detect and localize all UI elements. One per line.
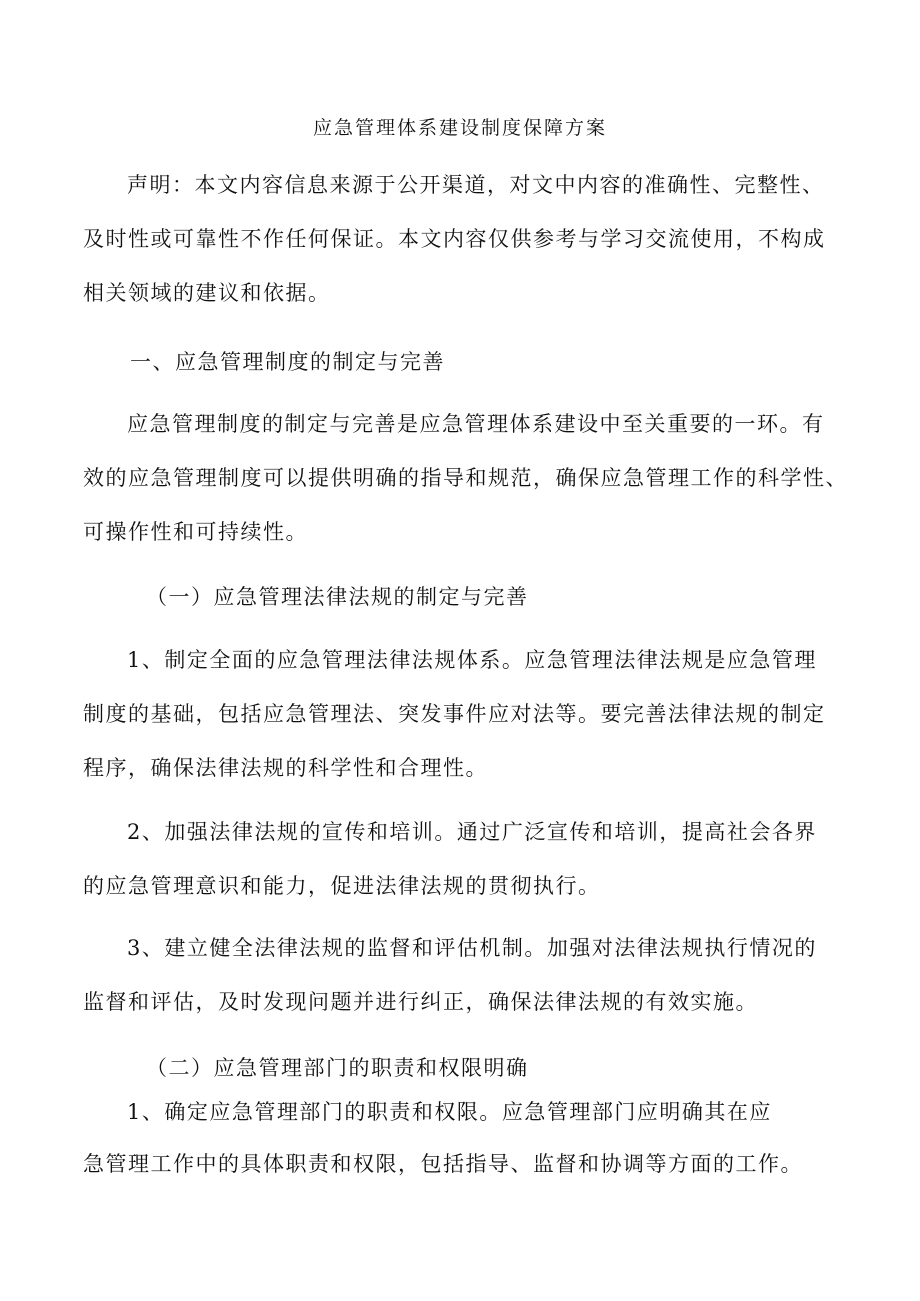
- sub1-item-2-line-1: 2、加强法律法规的宣传和培训。通过广泛宣传和培训，提高社会各界: [127, 820, 817, 844]
- section-1-intro-line-2: 效的应急管理制度可以提供明确的指导和规范，确保应急管理工作的科学性、: [83, 466, 848, 490]
- sub1-item-3-line-1: 3、建立健全法律法规的监督和评估机制。加强对法律法规执行情况的: [127, 936, 817, 960]
- section-1-heading: 一、应急管理制度的制定与完善: [130, 350, 445, 374]
- section-1-intro-line-3: 可操作性和可持续性。: [83, 520, 308, 544]
- sub2-item-1-line-1: 1、确定应急管理部门的职责和权限。应急管理部门应明确其在应: [127, 1100, 772, 1124]
- sub1-item-1-line-3: 程序，确保法律法规的科学性和合理性。: [83, 756, 488, 780]
- subsection-2-heading: （二）应急管理部门的职责和权限明确: [146, 1056, 529, 1080]
- sub1-item-1-line-2: 制度的基础，包括应急管理法、突发事件应对法等。要完善法律法规的制定: [83, 702, 826, 726]
- disclaimer-line-1: 声明：本文内容信息来源于公开渠道，对文中内容的准确性、完整性、: [127, 173, 825, 197]
- disclaimer-line-3: 相关领域的建议和依据。: [83, 281, 331, 305]
- section-1-intro-line-1: 应急管理制度的制定与完善是应急管理体系建设中至关重要的一环。有: [127, 412, 825, 436]
- sub1-item-2-line-2: 的应急管理意识和能力，促进法律法规的贯彻执行。: [83, 874, 601, 898]
- sub1-item-3-line-2: 监督和评估，及时发现问题并进行纠正，确保法律法规的有效实施。: [83, 990, 758, 1014]
- disclaimer-line-2: 及时性或可靠性不作任何保证。本文内容仅供参考与学习交流使用，不构成: [83, 227, 826, 251]
- sub2-item-1-line-2: 急管理工作中的具体职责和权限，包括指导、监督和协调等方面的工作。: [83, 1152, 803, 1176]
- document-title: 应急管理体系建设制度保障方案: [312, 117, 607, 139]
- subsection-1-heading: （一）应急管理法律法规的制定与完善: [146, 585, 529, 609]
- sub1-item-1-line-1: 1、制定全面的应急管理法律法规体系。应急管理法律法规是应急管理: [127, 648, 817, 672]
